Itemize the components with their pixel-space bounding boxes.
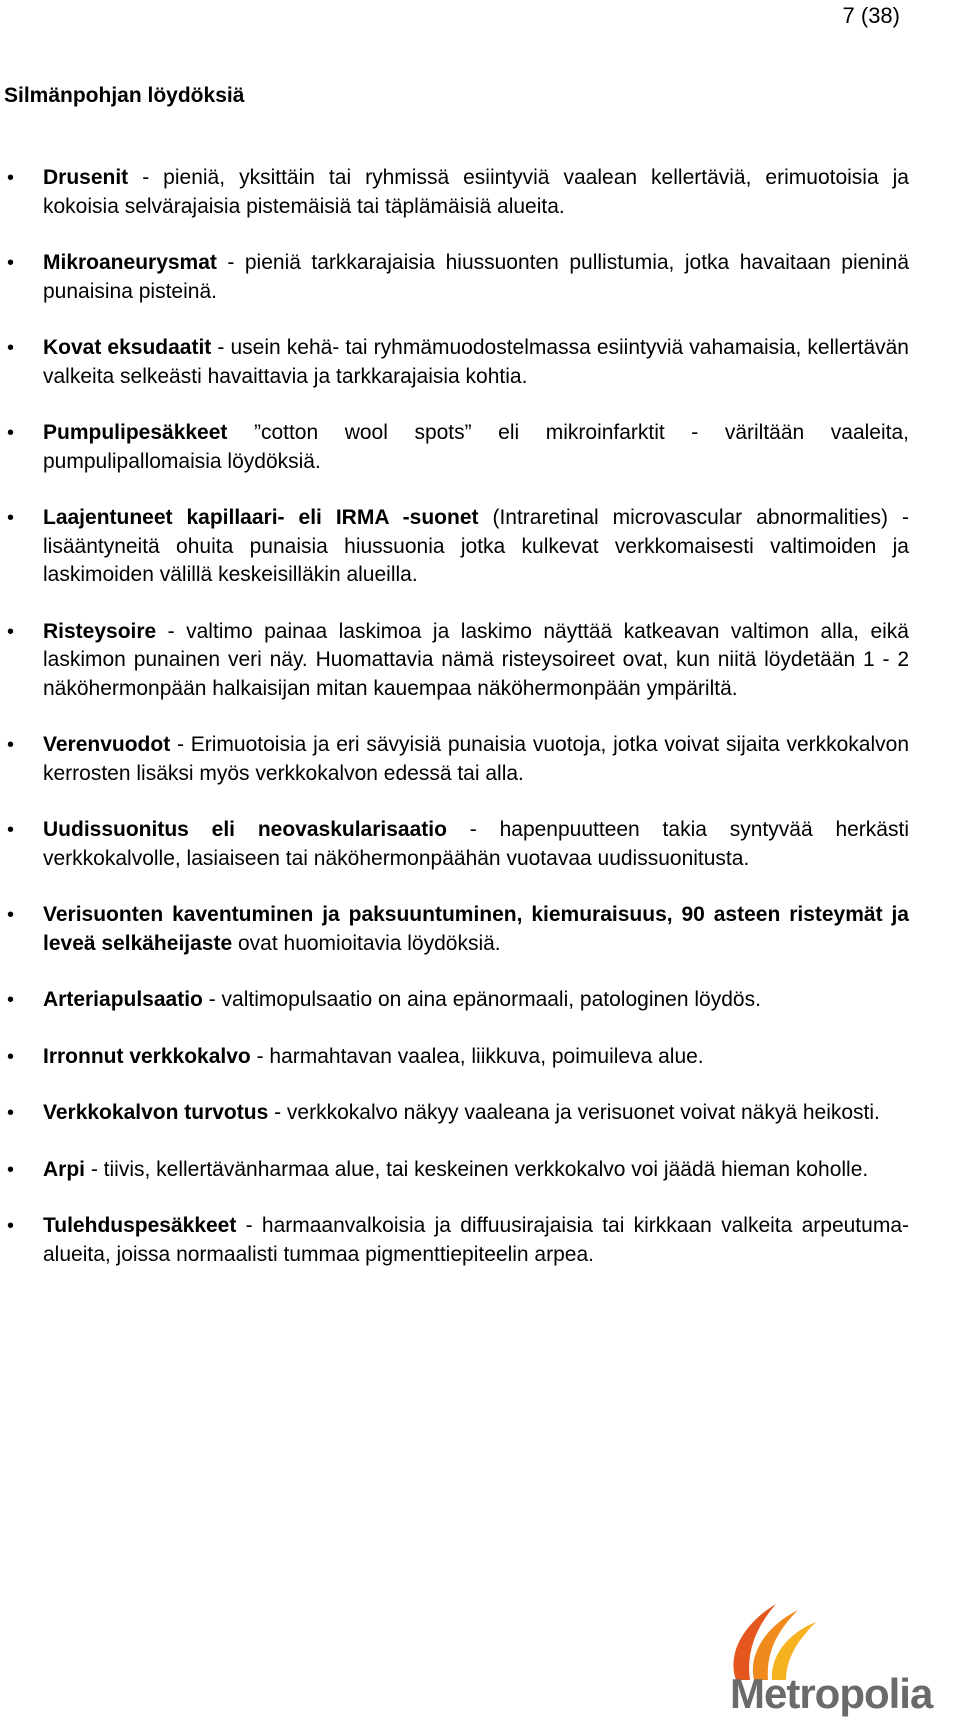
finding-risteysoire [43,618,909,704]
finding-verkkokalvon-turvotus [43,1099,909,1128]
finding-description: - harmahtavan vaalea, liikkuva, poimuileva alue. [250,1044,704,1068]
finding-term: Mikroaneurysmat [43,251,217,274]
finding-term: Drusenit [43,166,129,189]
finding-term: Verenvuodot [43,733,171,756]
finding-verenvuodot [43,731,909,788]
finding-term: Verisuonten kaventuminen ja paksuuntuminen, kiemuraisuus, 90 asteen risteymät ja leveä selkäheijaste [43,903,909,955]
finding-description: - usein kehä- tai ryhmämuodostelmassa esiintyviä vahamaisia, kellertävän valkeita selkeästi havaittavia ja tarkkarajaisia kohtia. [43,336,909,388]
finding-description: - Erimuotoisia ja eri sävyisiä punaisia vuotoja, jotka voivat sijaita verkkokalvon kerrosten lisäksi myös verkkokalvon edessä tai alla. [43,733,909,785]
finding-description: - valtimopulsaatio on aina epänormaali, patologinen löydös. [202,988,761,1011]
finding-irma-suonet [43,504,909,590]
finding-term: Irronnut verkkokalvo [43,1044,251,1068]
finding-drusenit [43,164,909,221]
finding-description: ”cotton wool spots” eli mikroinfarktit - väriltään vaaleita, pumpulipallomaisia löydöksiä. [43,421,909,473]
finding-term: Risteysoire [43,619,157,643]
finding-description: - verkkokalvo näkyy vaaleana ja verisuonet voivat näkyä heikosti. [268,1101,880,1124]
finding-uudissuonitus [43,816,909,873]
finding-term: Arteriapulsaatio [43,988,203,1011]
finding-verisuonten-kaventuminen [43,901,909,958]
finding-tulehduspesakkeet [43,1212,909,1269]
finding-description: - pieniä, yksittäin tai ryhmissä esiintyviä vaalean kellertäviä, erimuotoisia ja kokoisia selvärajaisia pistemäisiä tai täplämäisiä alueita. [43,166,909,218]
finding-description: - valtimo painaa laskimoa ja laskimo näyttää katkeavan valtimon alla, eikä laskimon punainen veri näy. Huomattavia nämä risteysoireet ovat, kun niitä löydetään 1 - 2 näköhermonpään halkaisijan mitan kauempaa näköhermonpään ympäriltä. [43,619,909,700]
finding-description: (Intraretinal microvascular abnormalities) - lisääntyneitä ohuita punaisia hiussuonia jotka kulkevat verkkomaisesti valtimoiden ja laskimoiden välillä keskeisilläkin alueilla. [43,506,909,586]
finding-description: - pieniä tarkkarajaisia hiussuonten pullistumia, jotka havaitaan pieninä punaisina pisteinä. [43,251,909,303]
logo-text: Metropolia [730,1670,933,1717]
finding-term: Kovat eksudaatit [43,336,212,359]
flame-icon [716,1592,836,1682]
finding-irronnut-verkkokalvo [43,1043,909,1072]
finding-term: Tulehduspesäkkeet [43,1214,237,1237]
finding-kovat-eksudaatit [43,334,909,391]
finding-term: Pumpulipesäkkeet [43,421,228,444]
metropolia-logo [716,1592,956,1720]
finding-description: - tiivis, kellertävänharmaa alue, tai keskeinen verkkokalvo voi jäädä hieman koholle. [85,1157,869,1181]
finding-term: Arpi [43,1157,85,1181]
finding-description: - harmaanvalkoisia ja diffuusirajaisia tai kirkkaan valkeita arpeutuma-alueita, joissa normaalisti tummaa pigmenttiepiteelin arpea. [43,1214,909,1266]
finding-pumpulipesakkeet [43,419,909,476]
finding-mikroaneurysmat [43,249,909,306]
section-heading: Silmänpohjan löydöksiä [4,84,245,107]
finding-term: Verkkokalvon turvotus [43,1101,269,1124]
finding-description: - hapenpuutteen takia syntyvää herkästi verkkokalvolle, lasiaiseen tai näköhermonpäähän vuotavaa uudissuonitusta. [43,818,909,870]
page-number: 7 (38) [842,3,900,28]
finding-term: Laajentuneet kapillaari- eli IRMA -suonet [43,506,479,529]
finding-term: Uudissuonitus eli neovaskularisaatio [43,818,447,841]
finding-description: ovat huomioitavia löydöksiä. [232,931,501,955]
finding-arteriapulsaatio [43,986,909,1015]
findings-list [43,164,909,1297]
finding-arpi [43,1156,909,1185]
